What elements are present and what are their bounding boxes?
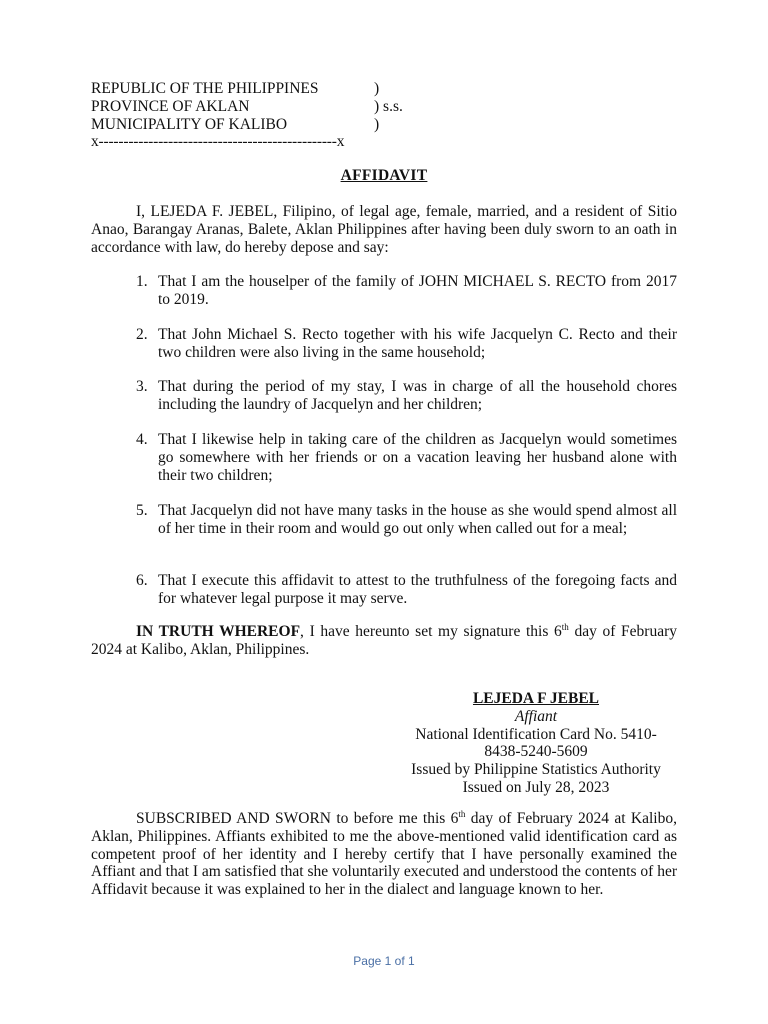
item-number: 5. (136, 502, 148, 519)
item-number: 2. (136, 326, 148, 343)
truth-whereof-paragraph (91, 623, 677, 659)
intro-paragraph (91, 203, 677, 256)
list-item (136, 502, 677, 538)
signature-block (380, 690, 692, 797)
item-number: 1. (136, 273, 148, 290)
item-text: That I likewise help in taking care of the children as Jacquelyn would sometimes go somewhere with her friends or on a vacation leaving her husband alone with their two children; (158, 431, 677, 484)
truth-ordinal-suffix: th (561, 621, 569, 632)
affiant-name: LEJEDA F JEBEL (472, 690, 600, 707)
list-item (136, 572, 677, 608)
truth-whereof-lead: IN TRUTH WHEREOF (136, 623, 301, 640)
list-item (136, 378, 677, 414)
caption-municipality: MUNICIPALITY OF KALIBO (91, 116, 288, 133)
id-card-line-2: 8438-5240-5609 (484, 743, 588, 761)
jurat-paragraph (91, 810, 677, 899)
item-text: That during the period of my stay, I was in charge of all the household chores including the laundry of Jacquelyn and her children; (158, 378, 677, 413)
caption-paren-3: ) (374, 116, 380, 133)
truth-text-b: day of February 2024 at Kalibo, Aklan, Philippines. (91, 623, 677, 658)
jurat-text-a: SUBSCRIBED AND SWORN to before me this 6 (136, 810, 459, 827)
id-issued-date: Issued on July 28, 2023 (462, 778, 610, 796)
list-item (136, 431, 677, 484)
id-card-line-1: National Identification Card No. 5410- (415, 725, 657, 743)
item-text: That I execute this affidavit to attest to the truthfulness of the foregoing facts and for whatever legal purpose it may serve. (158, 572, 677, 607)
caption-province: PROVINCE OF AKLAN (91, 98, 250, 115)
item-text: That Jacquelyn did not have many tasks in the house as she would spend almost all of her time in their room and would go out only when called out for a meal; (158, 502, 677, 537)
jurat-text-b: day of February 2024 at Kalibo, Aklan, Philippines. Affiants exhibited to me the above-mentioned valid identification card as competent proof of her identity and I hereby certify that I have personally examined the Affiant and that I am satisfied that she voluntarily executed and understood the contents of her Affidavit because it was explained to her in the dialect and language known to her. (91, 810, 677, 899)
item-number: 3. (136, 378, 148, 395)
item-number: 6. (136, 572, 148, 589)
list-item (136, 326, 677, 362)
truth-text-a: , I have hereunto set my signature this 6 (300, 623, 562, 640)
document-title: AFFIDAVIT (340, 167, 428, 184)
page-number: Page 1 of 1 (353, 954, 415, 968)
item-text: That I am the houselper of the family of JOHN MICHAEL S. RECTO from 2017 to 2019. (158, 273, 677, 308)
caption-paren-1: ) (374, 80, 380, 97)
affiant-role: Affiant (514, 707, 558, 725)
list-item (136, 273, 677, 309)
id-issuer: Issued by Philippine Statistics Authority (411, 761, 661, 779)
caption-separator: x------------------------------------------------x (91, 133, 345, 150)
intro-text: I, LEJEDA F. JEBEL, Filipino, of legal age, female, married, and a resident of Sitio Anao, Barangay Aranas, Balete, Aklan Philippines after having been duly sworn to an oath in accordance with law, do hereby depose and say: (91, 203, 677, 256)
jurat-ordinal-suffix: th (458, 808, 466, 819)
caption-paren-ss: ) s.s. (374, 98, 403, 115)
caption-republic: REPUBLIC OF THE PHILIPPINES (91, 80, 319, 97)
item-text: That John Michael S. Recto together with his wife Jacquelyn C. Recto and their two children were also living in the same household; (158, 326, 677, 361)
item-number: 4. (136, 431, 148, 448)
